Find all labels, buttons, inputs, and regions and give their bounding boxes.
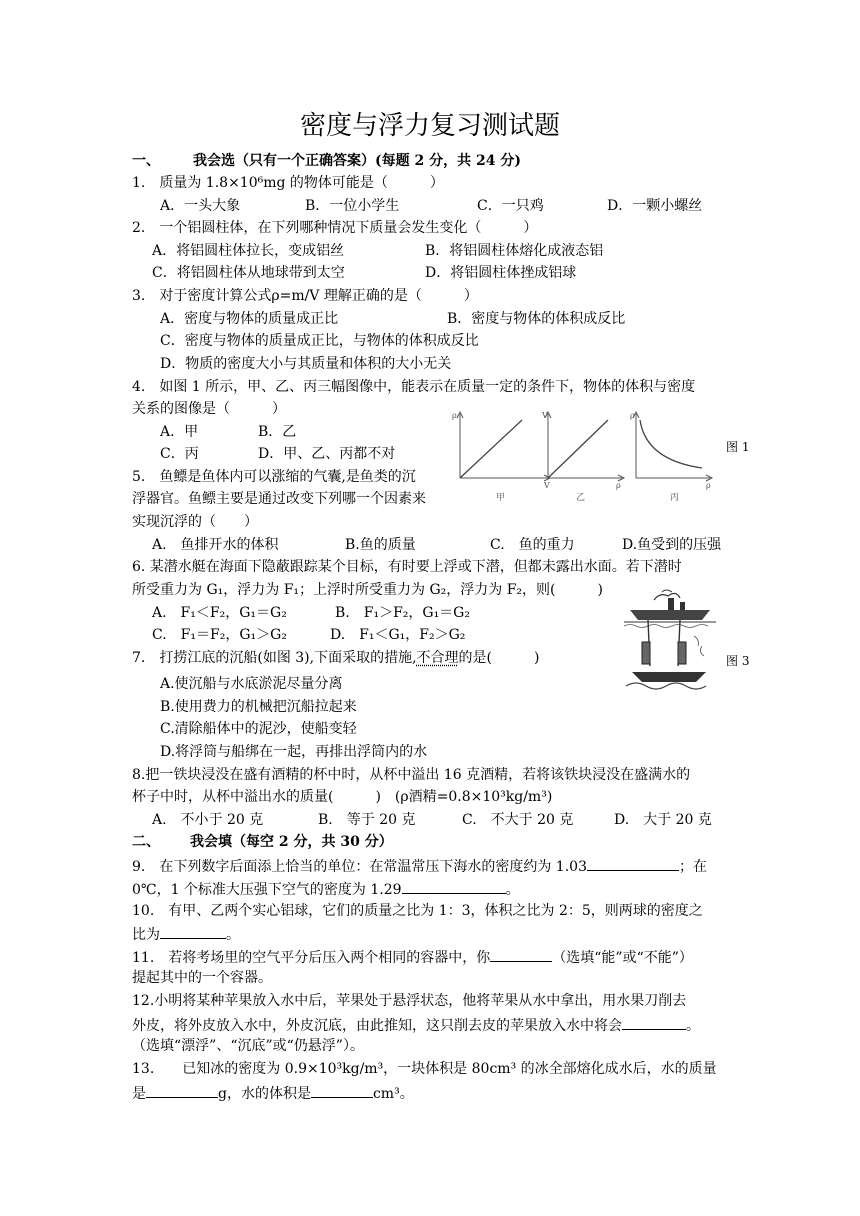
question-4-stem-line-1: 4. 如图 1 所示，甲、乙、丙三幅图像中，能表示在质量一定的条件下，物体的体积与密度 (132, 379, 696, 395)
figure-3-salvage-illustration (624, 586, 716, 690)
question-6-option-b: B. F₁＞F₂，G₁＝G₂ (335, 605, 470, 621)
question-2-stem: 2. 一个铝圆柱体，在下列哪种情况下质量会发生变化（ ） (132, 220, 538, 236)
question-4-option-c: C．丙 (160, 446, 199, 462)
graph-yi-y-label: V (542, 411, 548, 420)
question-13-text-c: cm³。 (372, 1086, 414, 1102)
question-8-option-c: C. 不大于 20 克 (462, 812, 574, 828)
graph-bing-x-label: ρ (706, 481, 711, 490)
question-4-stem-line-2: 关系的图像是（ ） (132, 401, 286, 417)
question-7-stem-start: 7. 打捞江底的沉船(如图 3),下面采取的措施, (132, 650, 417, 666)
question-9-text-c: 0℃，1 个标准大压强下空气的密度为 1.29 (132, 882, 402, 898)
question-8-line-2: 杯子中时，从杯中溢出水的质量( ) (ρ酒精=0.8×10³kg/m³) (132, 789, 553, 805)
question-9-text-a: 9. 在下列数字后面添上恰当的单位：在常温常压下海水的密度约为 1.03 (132, 859, 587, 875)
section-1-heading: 我会选（只有一个正确答案）(每题 2 分，共 24 分) (193, 153, 521, 169)
graph-yi-caption: 乙 (576, 493, 586, 503)
question-10-text-b: 。 (226, 927, 240, 943)
question-10-line-1: 10. 有甲、乙两个实心铝球，它们的质量之比为 1：3，体积之比为 2：5，则两球的密度之 (132, 903, 703, 919)
question-7-option-a: A.使沉船与水底淤泥尽量分离 (160, 676, 343, 692)
page-title: 密度与浮力复习测试题 (299, 111, 560, 141)
question-11-text-a: 11. 若将考场里的空气平分后压入两个相同的容器中，你 (132, 950, 491, 966)
figure-3-label: 图 3 (726, 654, 750, 668)
question-6-option-d: D. F₁＜G₁，F₂＞G₂ (330, 627, 466, 643)
question-8-option-d: D. 大于 20 克 (614, 812, 712, 828)
graph-yi (541, 411, 624, 503)
question-13-blank-1[interactable] (146, 1083, 218, 1098)
question-2-option-c: C．将铝圆柱体从地球带到太空 (152, 265, 345, 281)
graph-jia-x-label: V (544, 481, 550, 490)
graph-bing-curve (640, 420, 702, 468)
question-5-line-3: 实现沉浮的（ ） (132, 514, 258, 530)
question-11-line-2: 提起其中的一个容器。 (132, 970, 272, 986)
question-6-line-1: 6. 某潜水艇在海面下隐蔽跟踪某个目标，有时要上浮或下潜，但都未露出水面。若下潜时 (132, 559, 682, 575)
question-8-line-1: 8.把一铁块浸没在盛有酒精的杯中时，从杯中溢出 16 克酒精，若将该铁块浸没在盛满水的 (132, 767, 691, 783)
question-10-line-2 (132, 924, 240, 944)
question-11-blank[interactable] (490, 947, 552, 962)
graph-bing-caption: 丙 (670, 493, 680, 503)
graph-jia-line (460, 420, 522, 478)
question-4-option-d: D．甲、乙、丙都不对 (258, 446, 396, 462)
question-10-text-a: 比为 (132, 927, 160, 943)
question-9-blank-2[interactable] (402, 879, 506, 894)
question-3-option-c: C．密度与物体的质量成正比，与物体的体积成反比 (160, 333, 479, 349)
section-2-heading: 我会填（每空 2 分，共 30 分） (190, 834, 393, 850)
question-7-stem (132, 649, 539, 667)
question-5-option-a: A. 鱼排开水的体积 (152, 537, 279, 553)
question-4-option-b: B．乙 (258, 424, 297, 440)
graph-jia (452, 411, 550, 503)
question-6-option-a: A. F₁＜F₂，G₁＝G₂ (152, 605, 287, 621)
graph-jia-caption: 甲 (496, 493, 506, 503)
figure-1-label: 图 1 (726, 440, 750, 454)
question-1-option-b: B．一位小学生 (305, 198, 400, 214)
question-3-option-a: A．密度与物体的质量成正比 (160, 311, 339, 327)
question-9-blank-1[interactable] (587, 856, 679, 871)
question-4-option-a: A．甲 (160, 424, 199, 440)
question-13-text-a: 是 (132, 1086, 146, 1102)
question-12-line-3: （选填“漂浮”、“沉底”或“仍悬浮”）。 (132, 1038, 364, 1054)
question-13-blank-2[interactable] (311, 1083, 373, 1098)
question-1-option-d: D．一颗小螺丝 (607, 198, 703, 214)
question-5-option-c: C. 鱼的重力 (490, 537, 575, 553)
question-2-option-d: D．将铝圆柱体挫成铝球 (425, 265, 577, 281)
question-1-option-c: C．一只鸡 (477, 198, 544, 214)
question-7-option-b: B.使用费力的机械把沉船拉起来 (160, 699, 357, 715)
question-7-emphasis: 不合理 (416, 650, 459, 666)
question-12-text-a: 外皮，将外皮放入水中，外皮沉底，由此推知，这只削去皮的苹果放入水中将会 (132, 1018, 622, 1034)
question-12-text-b: 。 (686, 1018, 700, 1034)
question-9-line-1 (132, 856, 707, 876)
question-5-line-2: 浮器官。鱼鳔主要是通过改变下列哪一个因素来 (132, 491, 426, 507)
question-12-line-2 (132, 1015, 700, 1035)
section-2-number: 二、 (132, 834, 160, 850)
question-11-text-b: （选填“能”或“不能”） (552, 950, 693, 966)
question-9-text-b: ；在 (678, 859, 707, 875)
question-12-line-1: 12.小明将某种苹果放入水中后，苹果处于悬浮状态，他将苹果从水中拿出，用水果刀削去 (132, 993, 687, 1009)
question-7-stem-end: 的是( ) (458, 650, 540, 666)
question-3-option-d: D．物质的密度大小与其质量和体积的大小无关 (160, 356, 452, 372)
question-8-option-a: A. 不小于 20 克 (152, 812, 264, 828)
question-2-option-b: B．将铝圆柱体熔化成液态铝 (425, 243, 604, 259)
question-5-line-1: 5. 鱼鳔是鱼体内可以涨缩的气囊,是鱼类的沉 (132, 469, 416, 485)
figure-1-graphs (452, 408, 720, 508)
graph-yi-x-label: ρ (616, 481, 621, 490)
question-13-text-b: g，水的体积是 (218, 1086, 311, 1102)
question-12-blank[interactable] (622, 1015, 686, 1030)
graph-jia-y-label: ρ (452, 411, 457, 420)
question-13-line-1: 13. 已知冰的密度为 0.9×10³kg/m³，一块体积是 80cm³ 的冰全部熔化成水后，水的质量 (132, 1061, 717, 1077)
question-3-stem: 3. 对于密度计算公式ρ=m/V 理解正确的是（ ） (132, 288, 478, 304)
question-5-option-b: B.鱼的质量 (345, 537, 416, 553)
section-1-number: 一、 (132, 153, 160, 169)
question-7-option-c: C.清除船体中的泥沙，使船变轻 (160, 721, 357, 737)
question-8-option-b: B. 等于 20 克 (318, 812, 416, 828)
question-9-text-d: 。 (505, 882, 520, 898)
question-13-line-2 (132, 1083, 414, 1103)
question-6-option-c: C. F₁＝F₂，G₁＞G₂ (152, 627, 287, 643)
graph-bing (630, 411, 712, 503)
question-1-option-a: A．一头大象 (160, 198, 241, 214)
question-9-line-2 (132, 879, 520, 899)
question-6-line-2: 所受重力为 G₁，浮力为 F₁；上浮时所受重力为 G₂，浮力为 F₂，则( ) (132, 582, 603, 598)
question-2-option-a: A．将铝圆柱体拉长，变成铝丝 (152, 243, 345, 259)
graph-yi-line (548, 420, 608, 478)
question-10-blank[interactable] (160, 924, 226, 939)
graph-bing-y-label: ρ (630, 411, 635, 420)
question-7-option-d: D.将浮筒与船绑在一起，再排出浮筒内的水 (160, 744, 428, 760)
question-1-stem: 1. 质量为 1.8×10⁶mg 的物体可能是（ ） (132, 175, 444, 191)
question-3-option-b: B．密度与物体的体积成反比 (447, 311, 626, 327)
question-5-option-d: D.鱼受到的压强 (622, 537, 722, 553)
question-11-line-1 (132, 947, 693, 967)
